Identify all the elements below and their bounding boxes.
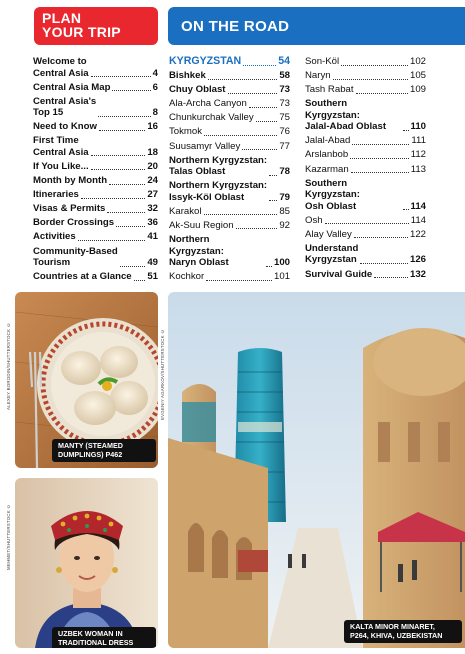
toc-entry-itineraries[interactable] [33,189,158,201]
toc-entry-title: First Time Central Asia [33,135,89,158]
toc-leader-dots [374,277,408,278]
toc-entry-title: KYRGYZSTAN [169,55,242,67]
toc-leader-dots [91,169,146,170]
toc-entry-title: Tash Rabat [305,84,354,96]
toc-entry-survival-guide[interactable] [305,269,426,281]
toc-entry-community-based-tourism[interactable] [33,246,158,269]
toc-leader-dots [78,240,146,241]
toc-entry-page: 49 [147,257,158,269]
toc-leader-dots [109,184,145,185]
toc-entry-title: Central Asia Map [33,81,111,93]
toc-entry-kyrgyzstan[interactable] [169,56,290,68]
toc-entry-central-asia-s-top-15[interactable] [33,96,158,119]
toc-leader-dots [99,130,145,131]
toc-leader-dots [351,172,409,173]
toc-entry-page: 41 [147,231,158,243]
toc-entry-page: 114 [410,214,426,226]
toc-entry-northern-kyrgyzstan-naryn-oblast[interactable] [169,234,290,269]
toc-leader-dots [98,116,150,117]
toc-entry-suusamyr-valley[interactable] [169,141,290,153]
toc-entry-title: Jalal-Abad [305,135,351,147]
toc-entry-page: 73 [279,84,290,96]
uzbek-woman-photo [15,478,158,648]
toc-entry-title: Welcome to Central Asia [33,56,89,79]
toc-entry-alay-valley[interactable] [305,229,426,241]
toc-entry-page: 76 [279,126,290,138]
toc-entry-page: 112 [410,149,426,161]
toc-leader-dots [403,209,409,210]
toc-entry-visas-permits[interactable] [33,203,158,215]
toc-leader-dots [204,214,278,215]
toc-entry-title: Community-Based Tourism [33,245,118,269]
plan-your-trip-list [33,56,158,285]
toc-entry-page: 51 [147,271,158,283]
toc-leader-dots [354,237,408,238]
toc-entry-title: Central Asia's Top 15 [33,95,97,119]
toc-entry-page: 113 [410,163,426,175]
toc-entry-title: Survival Guide [305,268,373,280]
toc-entry-page: 73 [279,98,290,110]
toc-entry-title: Son-Köl [305,56,340,67]
uzbek-woman-caption: UZBEK WOMAN IN TRADITIONAL DRESS [52,627,156,648]
toc-entry-month-by-month[interactable] [33,175,158,187]
toc-entry-central-asia-map[interactable] [33,82,158,94]
toc-entry-bishkek[interactable] [169,70,290,82]
toc-entry-title: Southern Kyrgyzstan: Osh Oblast [305,177,360,212]
toc-entry-jalal-abad[interactable] [305,135,426,147]
toc-entry-title: Northern Kyrgyzstan: Issyk-Köl Oblast [169,180,268,203]
toc-entry-page: 109 [409,84,426,96]
toc-entry-page: 20 [147,160,158,172]
toc-leader-dots [350,158,409,159]
toc-entry-kochkor[interactable] [169,271,290,283]
toc-entry-title: Northern Kyrgyzstan: Naryn Oblast [169,234,229,269]
toc-entry-naryn[interactable] [305,70,426,82]
toc-entry-page: 77 [279,140,290,152]
toc-entry-title: Countries at a Glance [33,271,132,283]
toc-leader-dots [204,135,277,136]
toc-entry-title: Bishkek [169,70,206,82]
toc-leader-dots [356,93,408,94]
toc-entry-southern-kyrgyzstan-jalal-abad-oblast[interactable] [305,98,426,133]
toc-entry-kazarman[interactable] [305,164,426,176]
toc-entry-page: 16 [147,121,158,133]
kalta-minor-caption: KALTA MINOR MINARET, P264, KHIVA, UZBEKISTAN [344,620,462,643]
toc-entry-chuy-oblast[interactable] [169,84,290,96]
toc-entry-title: Southern Kyrgyzstan: Jalal-Abad Oblast [305,98,387,133]
toc-entry-if-you-like[interactable] [33,161,158,173]
on-the-road-list-2 [305,56,426,283]
toc-entry-title: Chuy Oblast [169,84,226,96]
toc-leader-dots [116,226,145,227]
toc-entry-page: 75 [279,112,290,124]
toc-leader-dots [206,280,272,281]
toc-entry-title: Kazarman [305,163,349,175]
toc-entry-title: Itineraries [33,189,79,201]
toc-leader-dots [269,175,277,176]
toc-entry-page: 105 [409,70,426,82]
kalta-minor-photo [168,292,465,648]
toc-leader-dots [249,107,277,108]
toc-entry-title: Karakol [169,205,202,217]
on-the-road-header: ON THE ROAD [168,7,465,45]
toc-entry-countries-at-a-glance[interactable] [33,271,158,283]
toc-entry-page: 79 [279,191,290,203]
toc-entry-welcome-to-central-asia[interactable] [33,56,158,79]
toc-entry-page: 8 [152,107,158,119]
toc-entry-border-crossings[interactable] [33,217,158,229]
toc-entry-page: 132 [409,268,426,280]
toc-leader-dots [333,79,408,80]
toc-entry-page: 32 [147,203,158,215]
toc-entry-page: 92 [279,219,290,231]
toc-entry-ak-suu-region[interactable] [169,220,290,232]
toc-entry-page: 111 [411,135,426,147]
toc-entry-title: If You Like... [33,160,89,172]
toc-entry-page: 27 [147,189,158,201]
toc-entry-need-to-know[interactable] [33,121,158,133]
toc-entry-title: Ak-Suu Region [169,219,234,231]
toc-entry-page: 114 [410,200,426,212]
toc-entry-page: 126 [409,254,426,266]
toc-leader-dots [266,266,272,267]
toc-entry-osh[interactable] [305,215,426,227]
toc-entry-page: 100 [273,257,290,269]
toc-leader-dots [236,228,278,229]
toc-entry-page: 85 [279,205,290,217]
toc-entry-title: Osh [305,214,323,226]
toc-leader-dots [360,263,408,264]
toc-entry-title: Arslanbob [305,149,349,161]
toc-leader-dots [120,266,146,267]
toc-entry-title: Border Crossings [33,217,115,229]
toc-entry-tash-rabat[interactable] [305,84,426,96]
toc-leader-dots [91,76,151,77]
toc-leader-dots [107,212,145,213]
toc-entry-tokmok[interactable] [169,126,290,138]
toc-entry-title: Activities [33,231,76,243]
toc-entry-page: 110 [410,121,426,133]
toc-entry-title: Suusamyr Valley [169,140,241,152]
toc-entry-page: 102 [409,56,426,67]
toc-entry-northern-kyrgyzstan-issyk-k-l-oblast[interactable] [169,180,290,203]
toc-leader-dots [269,200,277,201]
toc-entry-activities[interactable] [33,231,158,243]
toc-leader-dots [352,144,409,145]
toc-entry-title: Month by Month [33,175,108,187]
minaret-credit: EVGENIY AGARKOV/SHUTTERSTOCK © [160,328,165,420]
toc-leader-dots [134,280,146,281]
toc-entry-understand-kyrgyzstan[interactable] [305,243,426,266]
toc-leader-dots [256,121,278,122]
toc-entry-title: Alay Valley [305,228,352,240]
toc-leader-dots [242,149,277,150]
toc-entry-page: 54 [278,55,290,67]
toc-leader-dots [403,130,409,131]
toc-entry-title: Tokmok [169,126,203,138]
toc-entry-page: 18 [147,146,158,158]
manty-credit: ALEXEY BORODIN/SHUTTERSTOCK © [6,322,11,410]
toc-entry-ala-archa-canyon[interactable] [169,98,290,110]
toc-entry-page: 36 [147,217,158,229]
toc-entry-title: Northern Kyrgyzstan: Talas Oblast [169,154,268,178]
manty-caption: MANTY (STEAMED DUMPLINGS) P462 [52,439,156,462]
toc-entry-title: Understand Kyrgyzstan [305,242,359,266]
toc-entry-karakol[interactable] [169,206,290,218]
plan-your-trip-header: PLAN YOUR TRIP [34,7,158,45]
toc-entry-title: Naryn [305,70,331,82]
toc-entry-page: 24 [147,175,158,187]
toc-entry-title: Need to Know [33,121,97,133]
toc-leader-dots [208,79,278,80]
woman-credit: MEHMET/SHUTTERSTOCK © [6,503,11,570]
toc-entry-title: Chunkurchak Valley [169,112,254,124]
toc-leader-dots [91,155,146,156]
toc-entry-page: 101 [273,271,290,283]
toc-entry-page: 78 [279,166,290,178]
toc-entry-first-time-central-asia[interactable] [33,135,158,158]
on-the-road-list-1 [169,56,290,285]
toc-leader-dots [243,65,276,66]
toc-entry-page: 122 [409,228,426,240]
toc-entry-page: 6 [152,81,158,93]
toc-entry-northern-kyrgyzstan-talas-oblast[interactable] [169,155,290,178]
toc-entry-page: 58 [279,70,290,82]
toc-entry-chunkurchak-valley[interactable] [169,112,290,124]
toc-leader-dots [81,198,145,199]
toc-leader-dots [325,223,409,224]
toc-entry-page: 4 [152,67,158,79]
toc-entry-title: Kochkor [169,271,205,283]
toc-entry-title: Visas & Permits [33,203,106,215]
toc-entry-southern-kyrgyzstan-osh-oblast[interactable] [305,178,426,213]
toc-entry-title: Ala-Archa Canyon [169,98,247,110]
toc-leader-dots [341,65,408,66]
toc-leader-dots [112,90,150,91]
toc-entry-arslanbob[interactable] [305,149,426,161]
manty-photo [15,292,158,468]
toc-entry-son-k-l[interactable] [305,56,426,68]
toc-leader-dots [228,93,278,94]
